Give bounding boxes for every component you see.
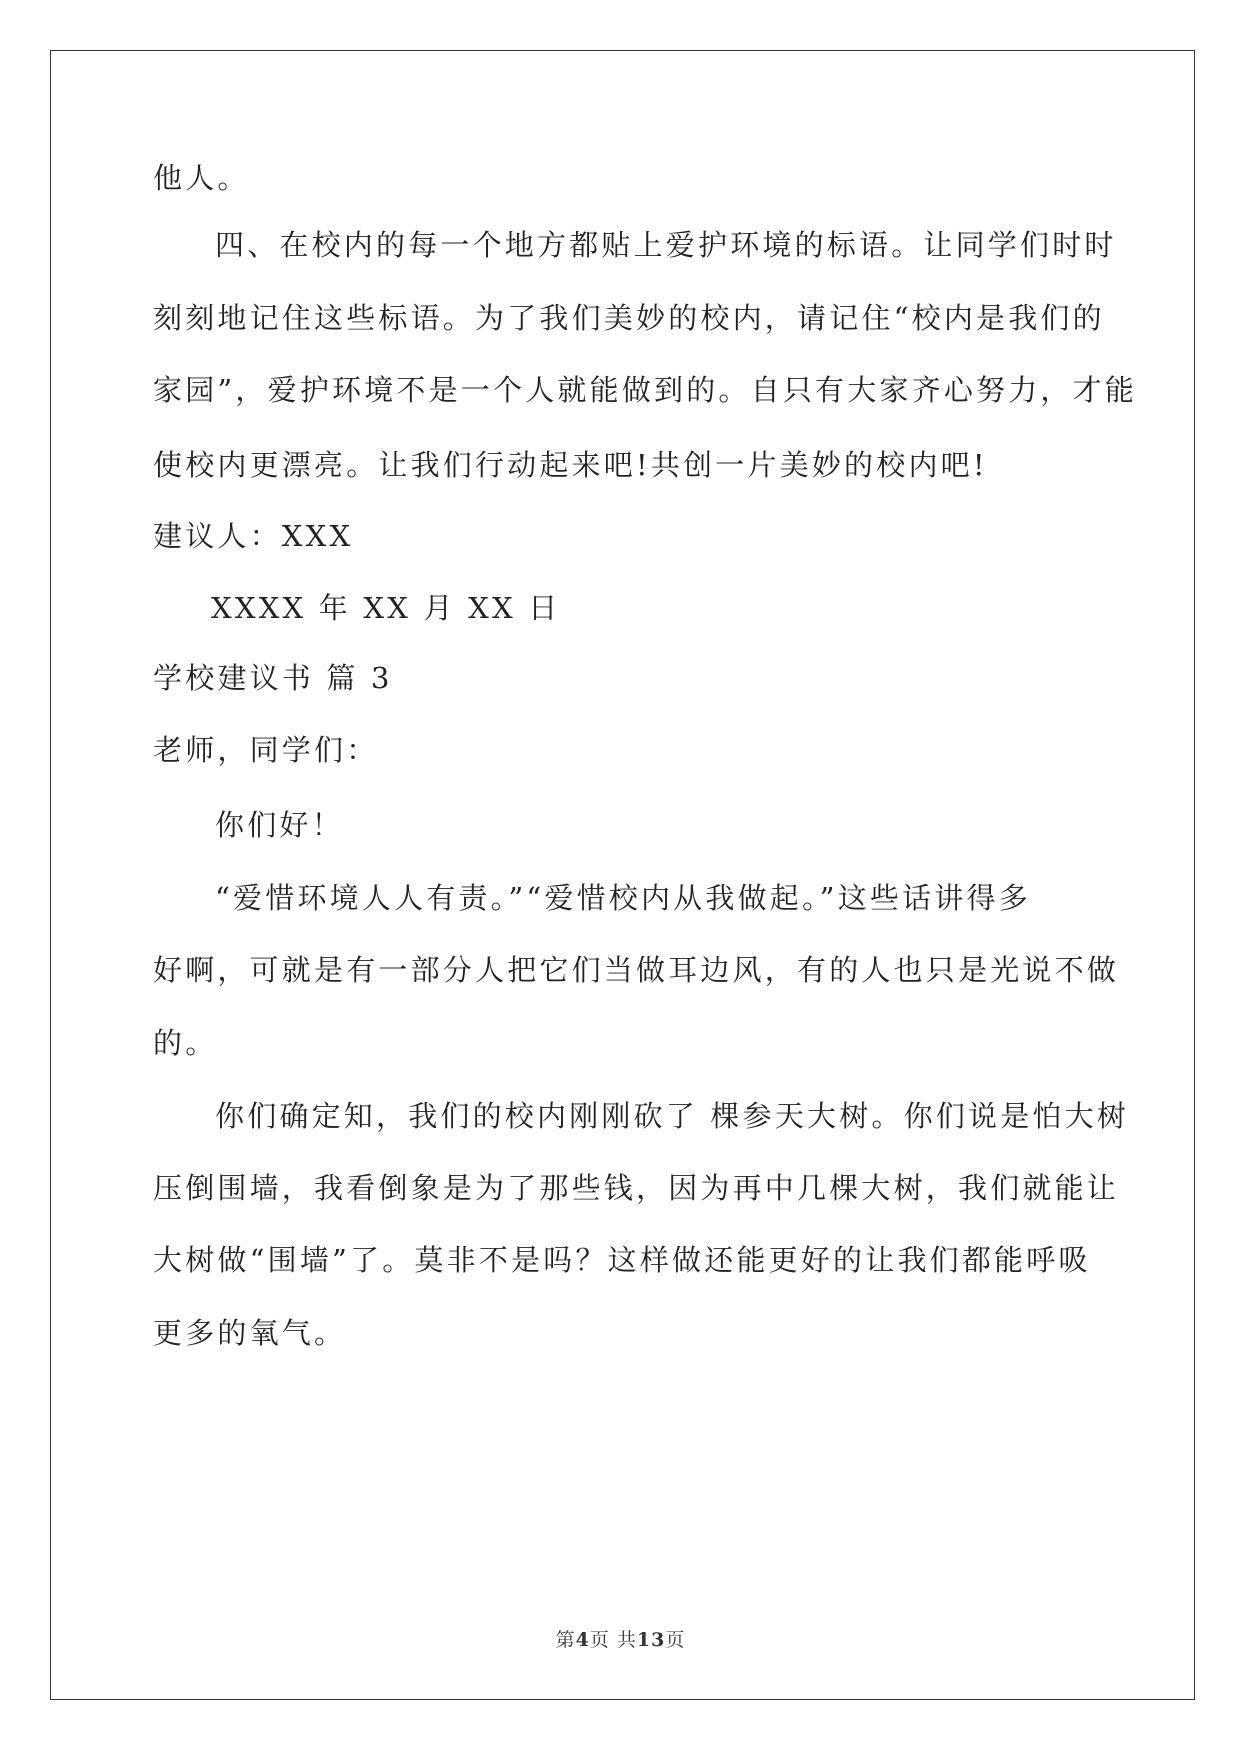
text-line: 的。 (153, 1026, 218, 1060)
signature-line: 建议人：XXX (153, 519, 354, 553)
page-footer (0, 1628, 1241, 1652)
text-line: 压倒围墙，我看倒象是为了那些钱，因为再中几棵大树，我们就能让 (153, 1171, 1120, 1205)
text-line: 使校内更漂亮。让我们行动起来吧!共创一片美妙的校内吧! (153, 448, 988, 482)
text-line: 更多的氧气。 (153, 1316, 347, 1350)
text-line: 你们确定知，我们的校内刚刚砍了 棵参天大树。你们说是怕大树 (215, 1099, 1130, 1133)
section-heading: 学校建议书 篇 3 (153, 661, 393, 695)
text-line: 刻刻地记住这些标语。为了我们美妙的校内，请记住“校内是我们的 (153, 301, 1105, 335)
text-line: 好啊，可就是有一部分人把它们当做耳边风，有的人也只是光说不做 (153, 953, 1120, 987)
footer-suffix: 页 (665, 1629, 686, 1651)
salutation: 老师，同学们： (153, 733, 379, 767)
text-line: 四、在校内的每一个地方都贴上爱护环境的标语。让同学们时时 (215, 228, 1117, 262)
footer-prefix: 第 (555, 1629, 576, 1651)
text-line: “爱惜环境人人有责。”“爱惜校内从我做起。”这些话讲得多 (215, 881, 1031, 915)
text-line: 大树做“围墙”了。莫非不是吗？这样做还能更好的让我们都能呼吸 (153, 1243, 1091, 1277)
footer-mid: 页 共 (589, 1629, 637, 1651)
current-page-number: 4 (575, 1629, 590, 1651)
date-line: XXXX 年 XX 月 XX 日 (211, 591, 561, 625)
total-page-count: 13 (636, 1629, 666, 1651)
greeting: 你们好！ (215, 808, 344, 842)
text-line: 家园”，爱护环境不是一个人就能做到的。自只有大家齐心努力，才能 (153, 373, 1138, 407)
text-line: 他人。 (153, 161, 250, 195)
